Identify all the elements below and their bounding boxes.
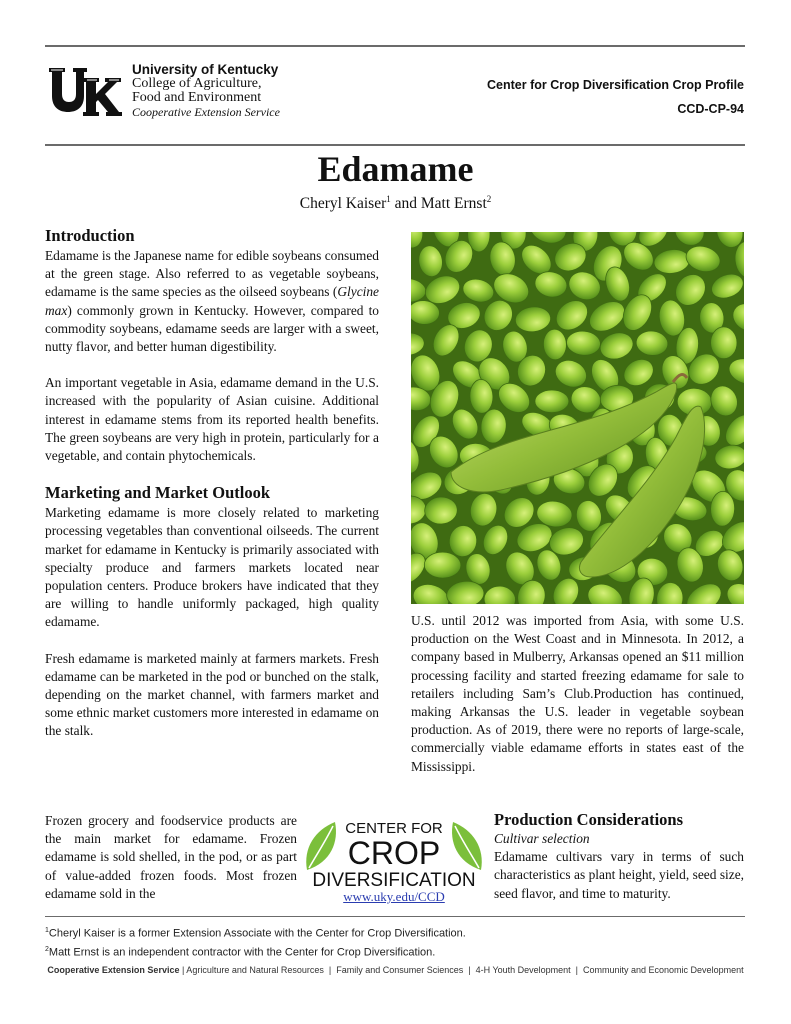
soybean	[424, 552, 461, 579]
left-column	[45, 226, 379, 759]
ccd-logo-line-1: CENTER FOR	[345, 820, 443, 837]
top-rule	[45, 45, 745, 47]
cultivar-selection-subheading: Cultivar selection	[494, 831, 590, 846]
ccd-logo-line-3: DIVERSIFICATION	[312, 870, 476, 891]
intro-p1-species: Glycine max	[45, 284, 379, 318]
institution-line-3: Food and Environment	[132, 90, 262, 105]
ccd-logo-line-2: CROP	[347, 835, 441, 871]
introduction-heading: Introduction	[45, 226, 135, 245]
university-of-kentucky-logo	[47, 64, 123, 120]
bottom-bar-lead: Cooperative Extension Service	[47, 965, 180, 975]
institution-line-1: University of Kentucky	[132, 62, 279, 77]
author-1-footnote-mark: 1	[386, 194, 391, 204]
soybean	[535, 390, 569, 413]
footnote-1-text: Cheryl Kaiser is a former Extension Associate with the Center for Crop Diversification.	[48, 927, 466, 940]
footnote-rule	[45, 916, 745, 917]
production-paragraph-1: Edamame cultivars vary in terms of such characteristics as plant height, yield, seed size, seed flavor, and time to maturity.	[494, 849, 744, 901]
author-joiner: and	[390, 195, 421, 213]
header-rule	[45, 144, 745, 146]
page-title: Edamame	[317, 149, 474, 189]
production-heading: Production Considerations	[494, 810, 684, 829]
marketing-heading: Marketing and Market Outlook	[45, 483, 271, 503]
intro-p1-part-b: ) commonly grown in Kentucky. However, compared to commodity soybeans, edamame seeds are larger with a sweet, nutty flavor, and better human digestibility.	[45, 302, 379, 355]
soybean	[710, 327, 737, 359]
profile-block	[487, 73, 744, 121]
production-section	[494, 810, 744, 903]
right-column	[411, 612, 744, 794]
footnotes	[45, 923, 466, 960]
footnote-1	[45, 923, 466, 942]
author-2-footnote-mark: 2	[486, 194, 492, 204]
footnote-2-mark: 2	[45, 945, 49, 953]
footnote-2	[45, 942, 466, 961]
author-2: Matt Ernst	[420, 195, 487, 213]
introduction-paragraph-1	[45, 247, 379, 356]
marketing-paragraph-1: Marketing edamame is more closely related to marketing processing vegetables than conventional oilseeds. The current market for edamame in Kentucky is primarily associated with specialty produce and farmers markets located near population centers. Produce brokers have indicated that they are willing to handle uniformly packaged, high quality edamame.	[45, 505, 379, 630]
institution-line-4: Cooperative Extension Service	[132, 105, 280, 119]
authors-line	[0, 194, 791, 213]
introduction-paragraph-2: An important vegetable in Asia, edamame demand in the U.S. increased with the popularity of Asian cuisine. Additional interest in edamame stems from its reported health benefits. The green soybeans are very high in protein, particularly for a vegetable, and contain phytochemicals.	[45, 375, 379, 464]
footnote-1-mark: 1	[45, 927, 49, 934]
bottom-bar-rest: | Agriculture and Natural Resources | Family and Consumer Sciences | 4-H Youth Development | Community and Economic Development	[179, 965, 744, 975]
bottom-department-bar	[0, 965, 791, 975]
edamame-photo	[411, 232, 744, 604]
institution-line-2: College of Agriculture,	[132, 76, 262, 91]
author-1: Cheryl Kaiser	[299, 195, 387, 213]
marketing-paragraph-3: Frozen grocery and foodservice products are the main market for edamame. Frozen edamame is sold shelled, in the pod, or as part of value-added frozen foods. Most frozen edamame sold in the	[45, 813, 297, 901]
right-column-paragraph-1: U.S. until 2012 was imported from Asia, with some U.S. production on the West Coast and in Minnesota. In 2012, a company based in Mulberry, Arkansas opened an $11 million processing facility and started freezing edamame for sale to retailers including Sam’s Club.Production has continued, making Arkansas the U.S. leader in vegetable soybean production. As of 2019, there were no reports of large-scale, commercially viable edamame efforts in states east of the Mississippi.	[411, 613, 744, 774]
profile-number: CCD-CP-94	[677, 102, 744, 116]
marketing-paragraph-2: Fresh edamame is marketed mainly at farmers markets. Fresh edamame can be marketed in the pod or bunched on the stalk, depending on the market channel, with farmers market and some ethnic market customers more interested in edamame on the stalk.	[45, 650, 379, 739]
edamame-photo-image	[411, 232, 744, 604]
intro-p1-part-a: Edamame is the Japanese name for edible soybeans consumed at the green stage. Also referred to as vegetable soybeans, edamame is the same species as the oilseed soybeans (	[45, 248, 379, 300]
profile-series: Center for Crop Diversification Crop Profile	[487, 78, 744, 92]
ccd-website-link[interactable]: www.uky.edu/CCD	[343, 889, 445, 904]
institution-block	[132, 63, 280, 119]
footnote-2-text: Matt Ernst is an independent contractor with the Center for Crop Diversification.	[48, 946, 436, 959]
